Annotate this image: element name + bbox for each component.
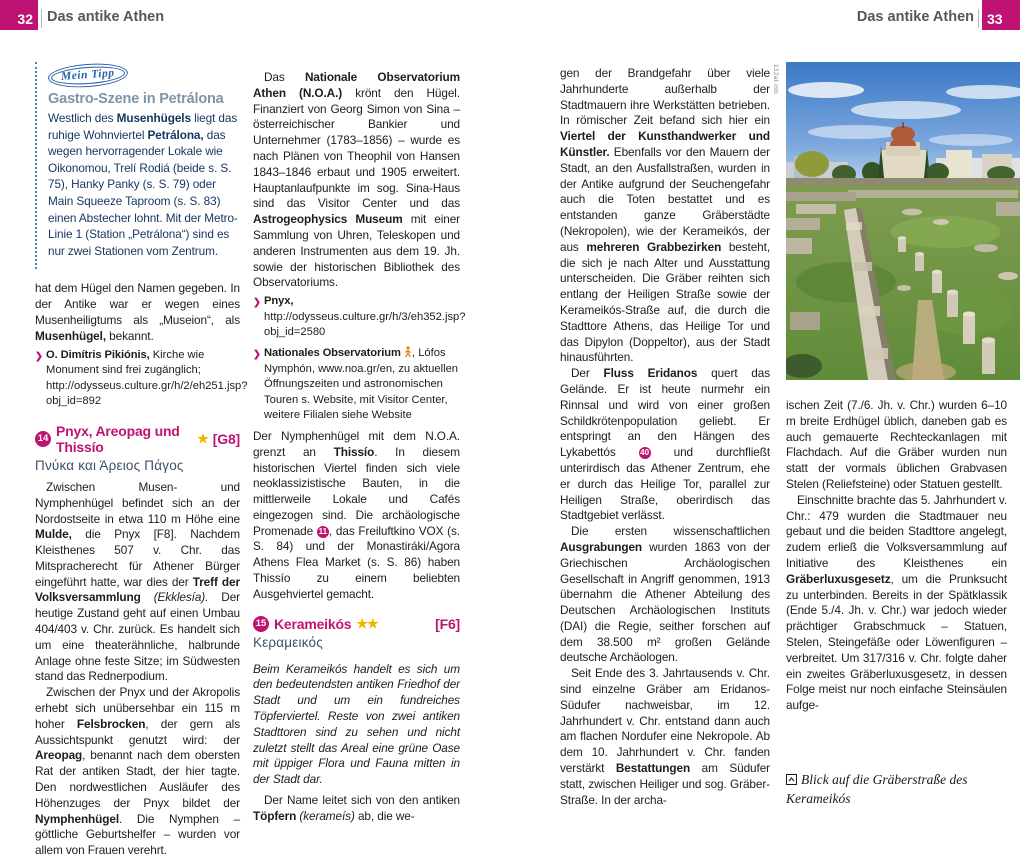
page-number-left: 32 — [0, 0, 38, 30]
header-divider-left — [41, 9, 42, 28]
photo-above-icon — [786, 774, 797, 785]
paragraph: Der Fluss Eridanos quert das Gelände. Er ist heute nurmehr ein Rinnsal und wird von einer großen Schildkrötenpopulation geliebt. Er entspringt an den Hängen des Lykabettós 40 und durchfließt unterirdisch das Athener Zentrum, ehe er durch das Heilige Tor, parallel zur Heiligen Straße, oberirdisch das Stadtgebiet verlässt. — [560, 366, 771, 523]
paragraph: Das Nationale Observatorium Athen (N.O.A.) krönt den Hügel. Finanziert von Georg Simon von Sina – österreichischer Bankier und Unternehmer (1783–1856) – wurde es nach Plänen von Theophil von Hansen 1843–1846 erbaut und 1905 erweitert. Hauptanlaufpunkte im sog. Sina-Haus sind das Visitor Center und das Astrogeophysics Museum mit einer Sammlung von Uhren, Teleskopen und anderen Instrumenten aus dem 19. Jh. sowie der historischen Bibliothek des Observatoriums. — [253, 70, 461, 290]
star-rating-icon: ★ — [197, 430, 208, 446]
poi-ref-badge: 11 — [318, 526, 328, 536]
mein-tipp-logo: Mein Tipp — [50, 64, 125, 86]
tip-title: Gastro-Szene in Petrálona — [48, 91, 224, 107]
chevron-icon: ❯ — [253, 297, 261, 309]
page-number-right: 33 — [982, 0, 1020, 30]
poi-number-badge: 14 — [35, 431, 51, 447]
header-divider-right — [978, 9, 979, 28]
poi-heading-14 — [35, 423, 240, 455]
column-1 — [35, 62, 248, 859]
kerameikos-photo-illustration — [786, 62, 1020, 380]
kerameikos-photo — [786, 62, 1020, 380]
chevron-icon: ❯ — [35, 350, 43, 362]
photo-caption: Blick auf die Gräberstraße des Kerameikós — [786, 772, 968, 806]
paragraph: hat dem Hügel den Namen gegeben. In der Antike war er wegen eines Musenheiligtums als „Museion“, als Musenhügel, bekannt. — [35, 281, 240, 343]
info-item: ❯ Pnyx, http://odysseus.culture.gr/h/3/eh352.jsp?obj_id=2580 — [253, 295, 466, 339]
info-item: ❯ Nationales Observatorium , Lófos Nymphón, www.noa.gr/en, zu aktuellen Öffnungszeiten und astronomischen Touren s. Website, mit Visitor Center, weitere Filialen siehe Website — [253, 346, 459, 422]
poi-number-badge: 15 — [253, 616, 269, 632]
greek-subtitle: Πνύκα και Άρειος Πάγος — [35, 457, 184, 473]
star-rating-icon: ★★ — [356, 615, 378, 631]
photo-credit: 132at·mb — [772, 64, 779, 94]
column-4 — [786, 398, 1007, 714]
poi-heading-15 — [253, 616, 460, 632]
poi-title: Kerameikós — [274, 615, 352, 632]
column-3 — [560, 66, 770, 808]
tip-box — [35, 62, 240, 269]
map-grid-ref: [G8] — [212, 430, 240, 447]
paragraph: Seit Ende des 3. Jahrtausends v. Chr. sind einzelne Gräber am Eridanos-Südufer nachweisbar, im 12. Jahrhundert v. Chr. entstand dann auch am flachen Nordufer eine Nekropole. Ab dem 10. Jahrhundert v. Chr. fanden verstärkt Bestattungen am Südufer statt, zwischen Heiliger und sog. Gräber-Straße. In der archa- — [560, 666, 770, 807]
paragraph: Zwischen der Pnyx und der Akropolis erhebt sich unübersehbar ein 115 m hoher Felsbrocken, der gern als Aussichtspunkt genutzt wird: der Areopag, benannt nach dem obersten Rat der antiken Stadt, der hier tagte. Den nordwestlichen Ausläufer des Höhenzuges der Pnyx bildet der Nymphenhügel. Die Nymphen – göttliche Geburtshelfer – wurden vor allem von Frauen verehrt. — [35, 685, 240, 858]
paragraph: Zwischen Musen- und Nymphenhügel befindet sich an der Nordostseite in etwa 110 m Höhe eine Mulde, die Pnyx [F8]. Nachdem Kleisthenes 507 v. Chr. das Mitspracherecht für Athener Bürger eingeführt hatte, war dies der Treff der Volksversammlung (Ekklesía). Der heutige Zustand geht auf einen Umbau 404/403 v. Chr. zurück. Es handelt sich um eine theaterähnliche, halbrunde Anlage ohne feste Sitze; im Südwesten stand das Rednerpodium. — [35, 479, 240, 684]
walking-person-icon — [404, 346, 412, 358]
running-head-right: Das antike Athen — [856, 9, 974, 25]
paragraph: gen der Brandgefahr über viele Jahrhunderte außerhalb der Stadtmauern ihre Werkstätten betrieben. In römischer Zeit befand sich hier ein Viertel der Kunsthandwerker und Künstler. Ebenfalls vor den Mauern der Stadt, an den Ausfallstraßen, wurden in der Antike aufgrund der Seuchengefahr auch die Toten bestattet und es entstanden ganze Gräberstädte (Nekropolen), wie der Kerameikós, der aus mehreren Grabbezirken besteht, die sich je nach Alter und Ausstattung unterscheiden. Die Gräber reihten sich entlang der Heiligen Straße sowie der Kerameikós-Straße auf, die durch die Stadttore Athens, das Heilige Tor und das Dipylon (Doppeltor), aus der Stadt hinausführten. — [560, 66, 771, 365]
info-item: ❯ O. Dimítris Pikiónis, Kirche wie Monument sind frei zugänglich; http://odysseus.culture.gr/h/2/eh251.jsp?obj_id=892 — [35, 348, 248, 408]
paragraph: Der Name leitet sich von den antiken Töpfern (kerameís) ab, die we- — [253, 793, 460, 823]
tip-body: Westlich des Musenhügels liegt das ruhige Wohnviertel Petrálona, das wegen hervorragender Lokale wie Oikonomou, Trelí Rodiá (beide s. S. 75), Hanky Panky (s. S. 79) oder Main Squeeze Taproom (s. S. 83) einen Abstecher lohnt. Mit der Metro-Linie 1 (Station „Petrálona“) sind es nur zwei Stationen vom Zentrum. — [48, 111, 238, 258]
running-head-left: Das antike Athen — [47, 9, 165, 25]
paragraph: Einschnitte brachte das 5. Jahrhundert v. Chr.: 479 wurden die Stadtmauer neu gebaut und die beiden Stadttore angelegt, zudem erließ die Volksversammlung auf Initiative des Kleisthenes ein Gräberluxusgesetz, um die Prunksucht zu unterbinden. Bereits in der Spätklassik (Ende 5./4. Jh. v. Chr.) war jedoch wieder prächtiger Grabschmuck – Statuen, Stelen, Steingefäße oder Löwenfiguren – verbreitet. Um 317/316 v. Chr. folgte daher ein zweites Gräberluxusgesetz, in dessen Folge meist nur noch einfache Steinsäulen aufge- — [786, 492, 1007, 713]
paragraph: Die ersten wissenschaftlichen Ausgrabungen wurden 1863 von der Griechischen Archäologischen Gesellschaft in Angriff genommen, 1913 übernahm die Athener Abteilung des Deutschen Archäologischen Instituts (DAI) die Regie, seither forschen auf dem 38.500 m² großen Gelände deutsche Archäologen. — [560, 524, 770, 665]
lead-paragraph: Beim Kerameikós handelt es sich um den bedeutendsten antiken Friedhof der Stadt und um ein fundreiches Töpferviertel. Reste von zwei antiken Stadttoren sind zu sehen und nicht zuletzt stellt das Areal eine grüne Oase mit üppiger Flora und Fauna mitten in der Stadt dar. — [253, 661, 460, 787]
poi-ref-badge: 40 — [640, 448, 650, 458]
paragraph: ischen Zeit (7./6. Jh. v. Chr.) wurden 6–10 m breite Erdhügel üblich, daneben gab es auch gemauerte Rechteckanlagen mit Flachdach. Auf die Gräber wurden nun statt der vormals üblichen Grabvasen Stelen (Reliefsteine) oder Statuen gestellt. — [786, 398, 1007, 491]
greek-subtitle: Κεραμεικός — [253, 634, 323, 650]
paragraph: Der Nymphenhügel mit dem N.O.A. grenzt an Thissío. In diesem historischen Viertel finden sich viele neoklassizistische Bauten, in die mittlerweile Lokale und Cafés eingezogen sind. Die archäologische Promenade 11 , das Freiluftkino VOX (s. S. 84) und der Monastiráki/Agora Athens Flea Market (s. S. 86) haben Thissío zu einem beliebten Ausgehviertel gemacht. — [253, 428, 460, 601]
chevron-icon: ❯ — [253, 348, 261, 360]
poi-title: Pnyx, Areopag und Thissío — [56, 422, 180, 455]
map-grid-ref: [F6] — [435, 615, 460, 632]
column-2 — [253, 70, 466, 825]
